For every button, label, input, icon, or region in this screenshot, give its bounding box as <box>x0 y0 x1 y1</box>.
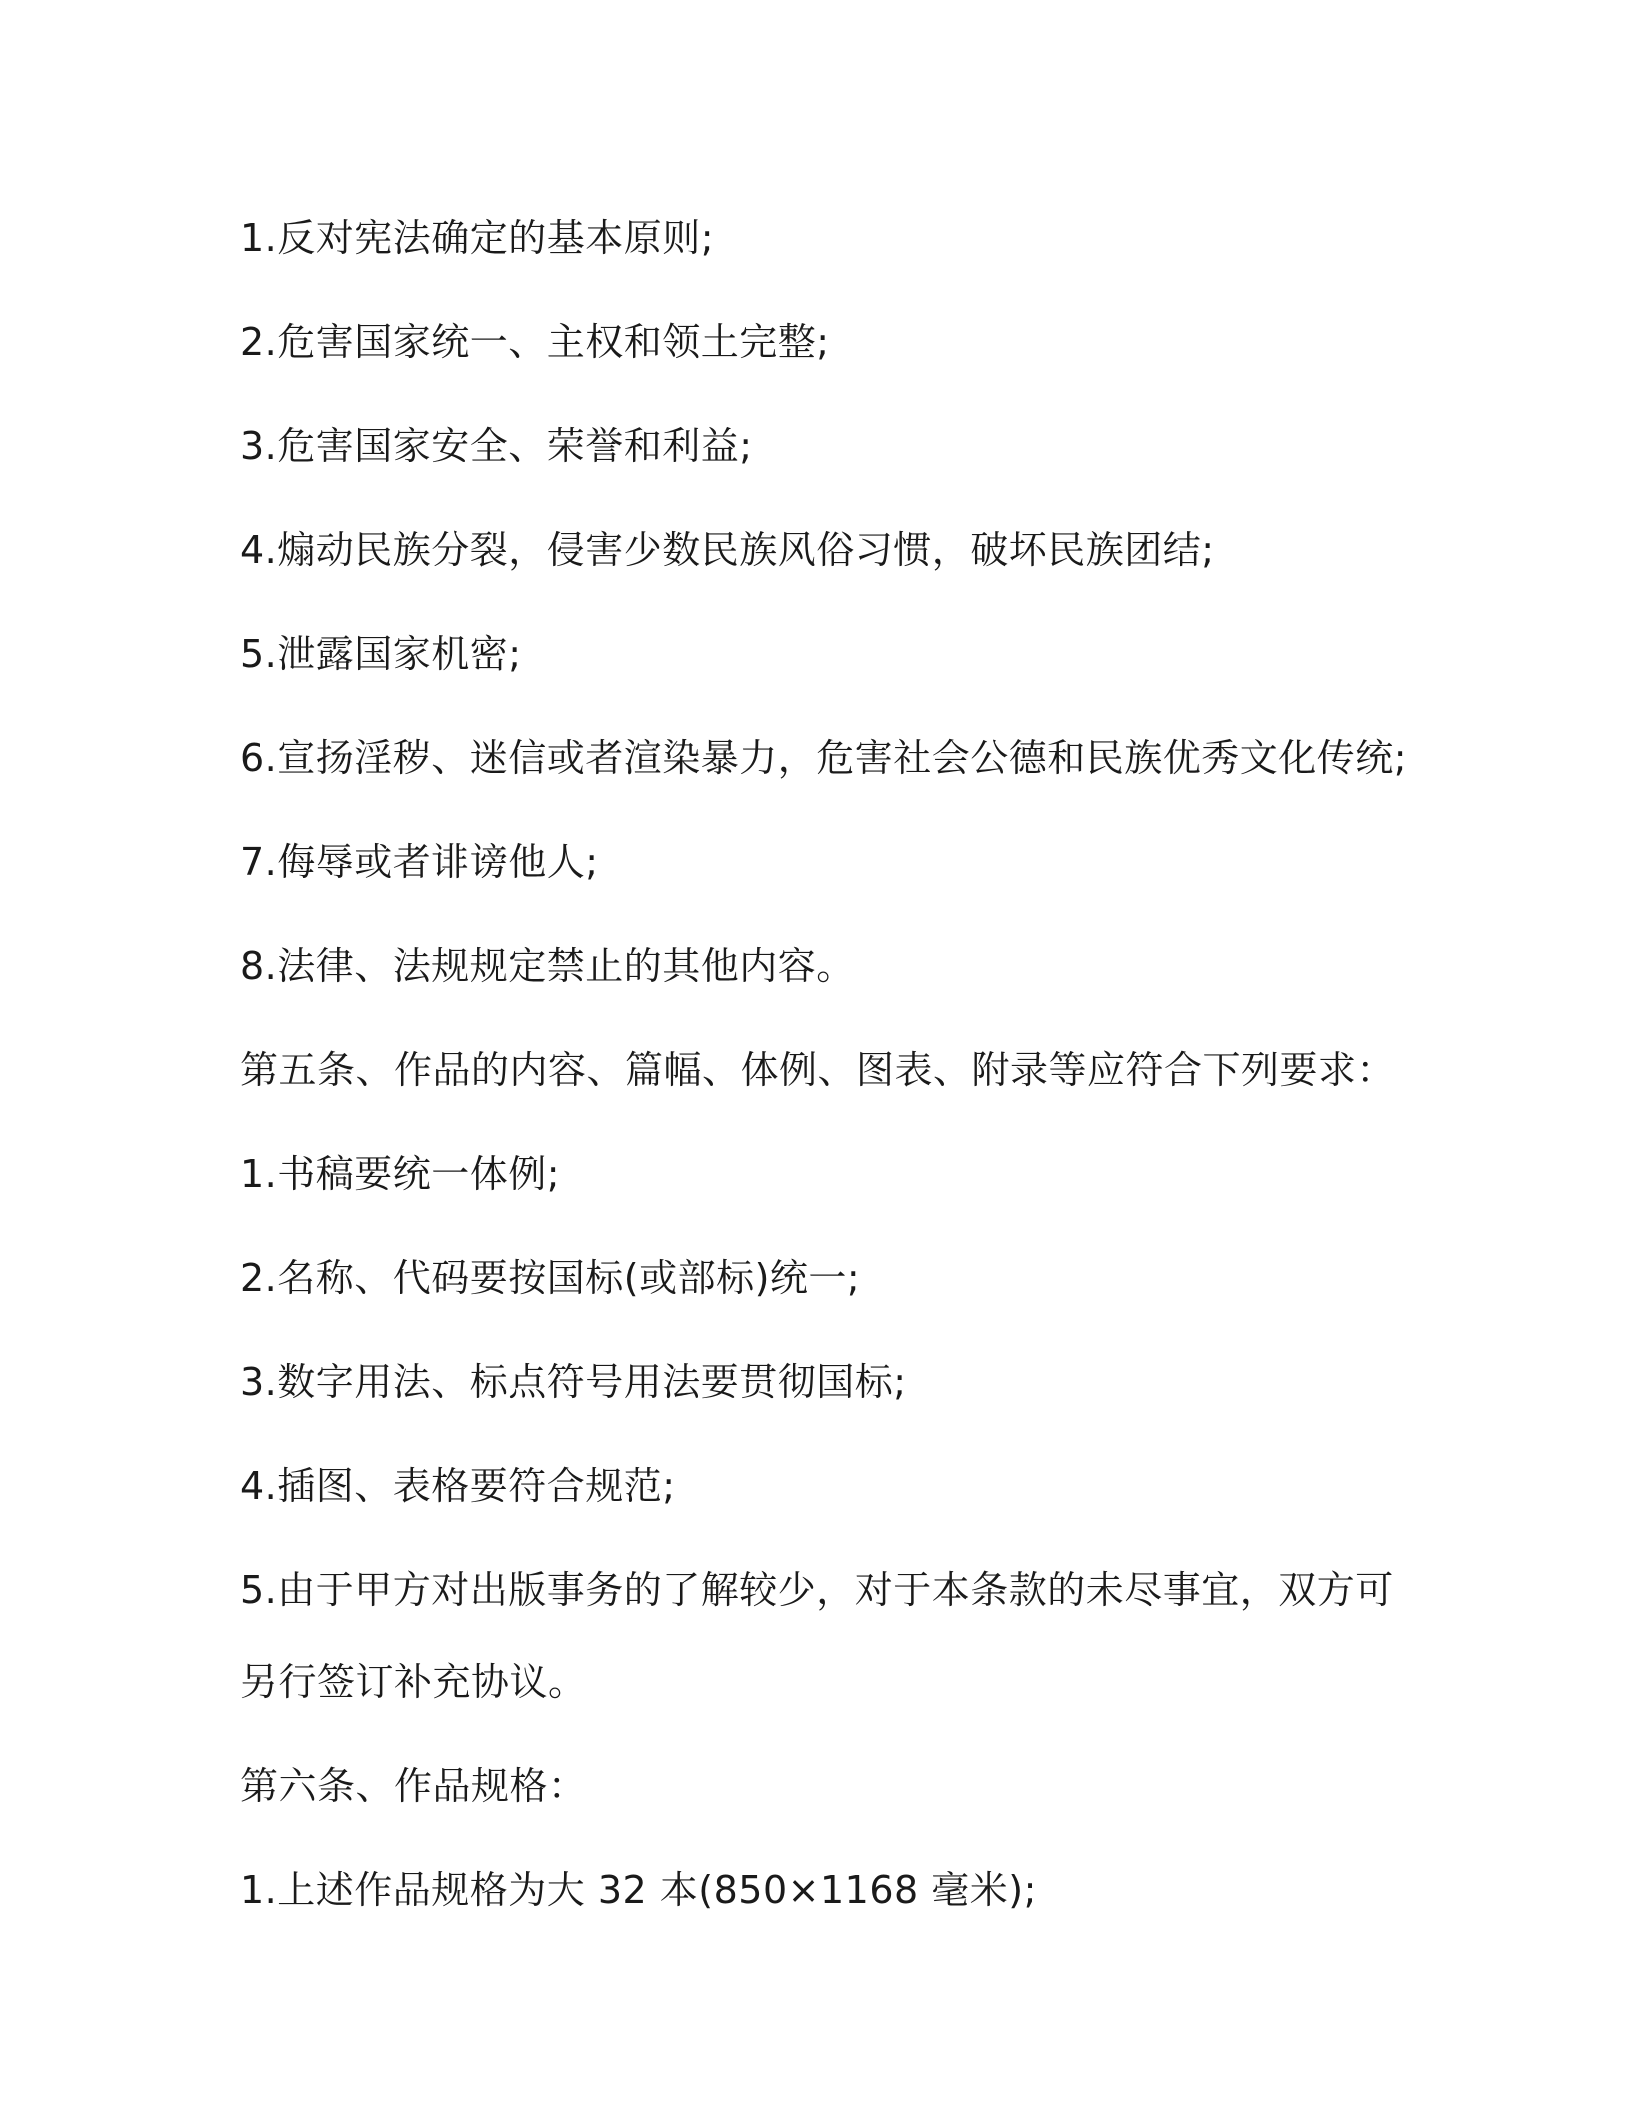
article-5-item-5: 5.由于甲方对出版事务的了解较少，对于本条款的未尽事宜，双方可另行签订补充协议。 <box>240 1568 1394 1704</box>
article-6-heading: 第六条、作品规格： <box>240 1764 587 1808</box>
article-5-heading: 第五条、作品的内容、篇幅、体例、图表、附录等应符合下列要求： <box>240 1048 1396 1092</box>
clause-item-7: 7.侮辱或者诽谤他人; <box>240 840 599 884</box>
clause-item-3: 3.危害国家安全、荣誉和利益; <box>240 424 753 468</box>
clause-item-6: 6.宣扬淫秽、迷信或者渲染暴力，危害社会公德和民族优秀文化传统; <box>240 736 1408 780</box>
article-6-item-1: 1.上述作品规格为大 32 本(850×1168 毫米); <box>240 1868 1037 1912</box>
article-5-item-4: 4.插图、表格要符合规范; <box>240 1464 676 1508</box>
clause-item-2: 2.危害国家统一、主权和领土完整; <box>240 320 830 364</box>
article-5-item-3: 3.数字用法、标点符号用法要贯彻国标; <box>240 1360 907 1404</box>
article-5-item-2: 2.名称、代码要按国标(或部标)统一; <box>240 1256 861 1300</box>
clause-item-8: 8.法律、法规规定禁止的其他内容。 <box>240 944 855 988</box>
document-body <box>240 186 1408 1942</box>
clause-item-1: 1.反对宪法确定的基本原则; <box>240 216 715 260</box>
clause-item-5: 5.泄露国家机密; <box>240 632 522 676</box>
article-5-item-1: 1.书稿要统一体例; <box>240 1152 561 1196</box>
clause-item-4: 4.煽动民族分裂，侵害少数民族风俗习惯，破坏民族团结; <box>240 528 1215 572</box>
